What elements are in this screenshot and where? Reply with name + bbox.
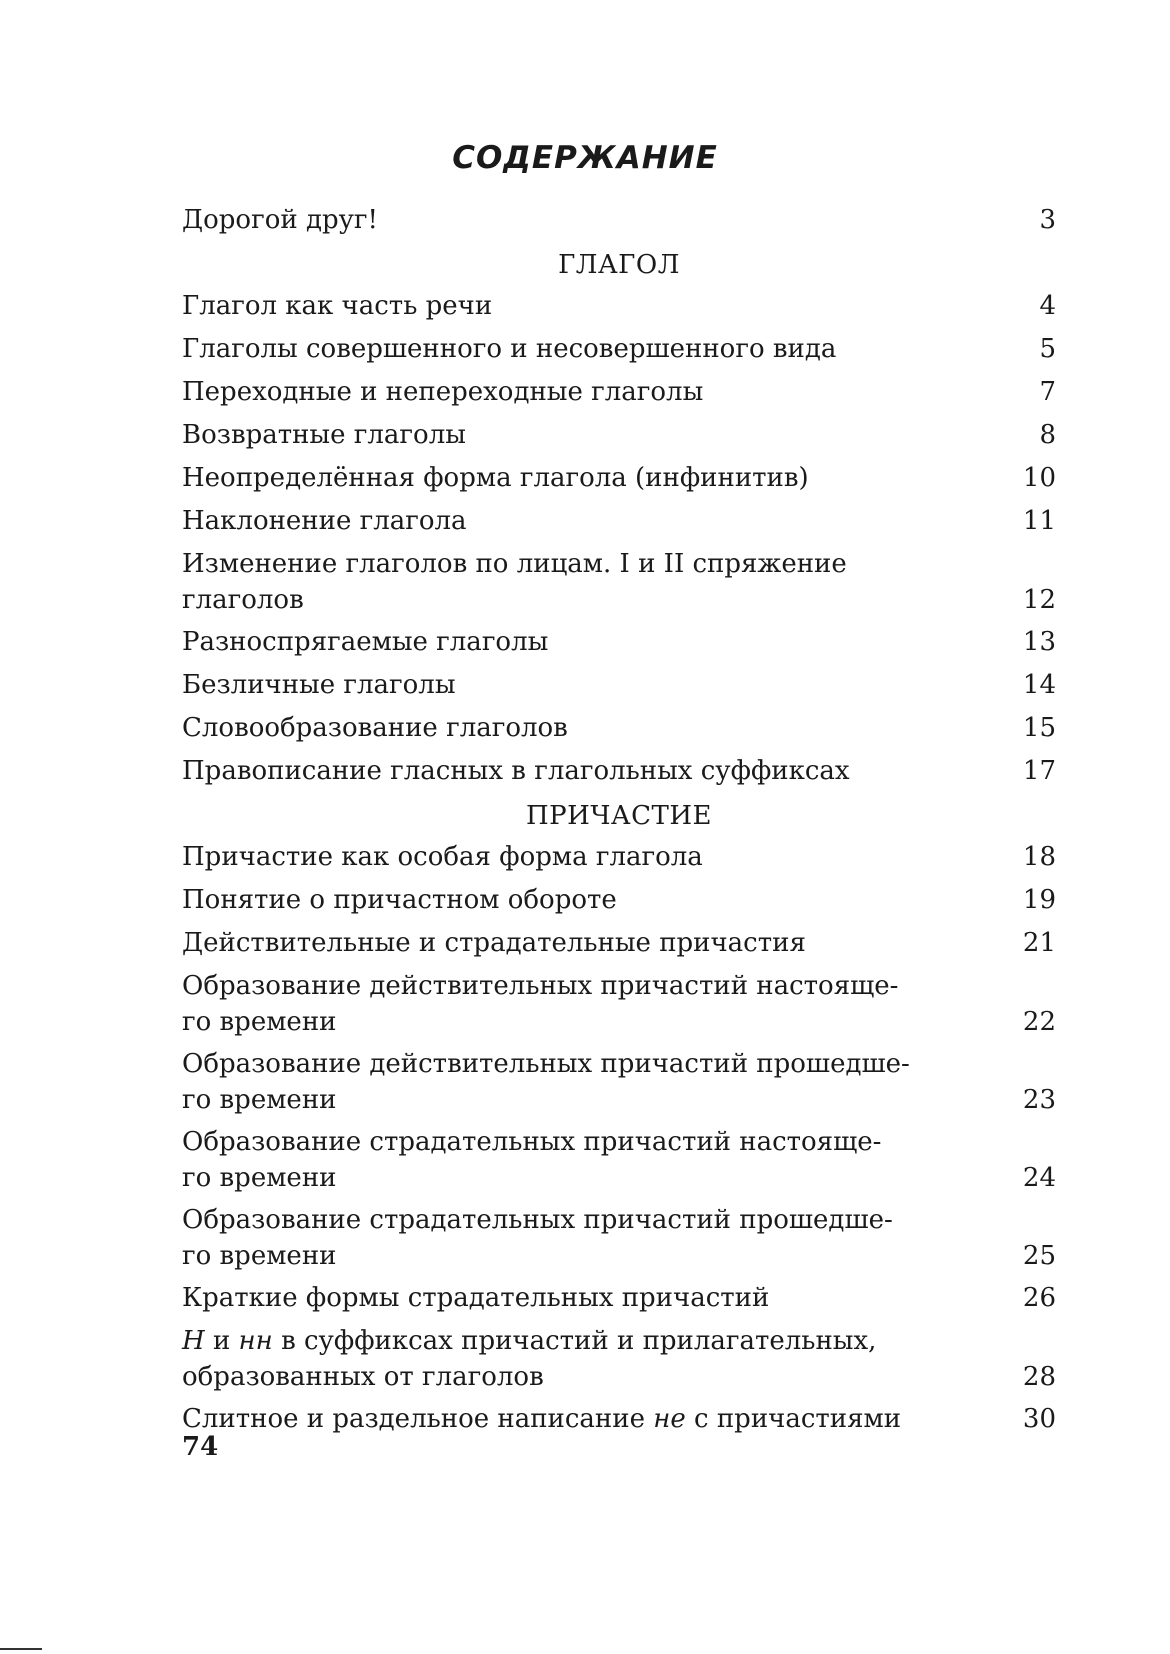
toc-entry[interactable] <box>182 460 1056 503</box>
italic-term: не <box>653 1404 686 1434</box>
toc-entry[interactable] <box>182 374 1056 417</box>
toc-entry[interactable] <box>182 1323 1056 1401</box>
toc-entry-text: Словообразование глаголов <box>182 713 568 743</box>
toc-entry-text-cont: образованных от глаголов <box>182 1362 544 1392</box>
toc-entry-text <box>182 1323 876 1359</box>
toc-entry[interactable] <box>182 624 1056 667</box>
toc-page-number: 24 <box>1022 1163 1056 1193</box>
toc-entry-text-cont: го времени <box>182 1163 337 1193</box>
toc-entry-text: Образование действительных причастий прошедше- <box>182 1049 910 1079</box>
toc-entry-text: Разноспрягаемые глаголы <box>182 627 549 657</box>
toc-entry-text: Наклонение глагола <box>182 506 467 536</box>
toc-page-number: 12 <box>1022 585 1056 615</box>
toc-page-number: 19 <box>1022 885 1056 915</box>
toc-page-number: 8 <box>1039 420 1056 450</box>
corner-crop-mark <box>0 1648 42 1650</box>
toc-page-number: 4 <box>1039 291 1056 321</box>
toc-page-number: 7 <box>1039 377 1056 407</box>
toc-page-number: 13 <box>1022 627 1056 657</box>
toc-entry-text-cont: го времени <box>182 1085 337 1115</box>
text-fragment: и <box>204 1326 239 1356</box>
toc-entry-text: Переходные и непереходные глаголы <box>182 377 704 407</box>
toc-page-number: 25 <box>1022 1241 1056 1271</box>
toc-entry-text-cont: го времени <box>182 1007 337 1037</box>
page-title: СОДЕРЖАНИЕ <box>452 140 718 176</box>
toc-entry-text: Действительные и страдательные причастия <box>182 928 806 958</box>
italic-term: Н <box>182 1326 205 1356</box>
toc-page-number: 26 <box>1022 1283 1056 1313</box>
toc-entry[interactable] <box>182 503 1056 546</box>
toc-entry[interactable] <box>182 331 1056 374</box>
toc-entry-text: Образование страдательных причастий настояще- <box>182 1127 882 1157</box>
toc-entry-text <box>182 1401 907 1437</box>
page-number: 74 <box>182 1432 219 1462</box>
toc-entry-text: Краткие формы страдательных причастий <box>182 1283 770 1313</box>
section-heading-verb: ГЛАГОЛ <box>558 250 680 280</box>
toc-page-number: 15 <box>1022 713 1056 743</box>
toc-entry-text: Образование действительных причастий настояще- <box>182 971 899 1001</box>
toc-entry-text: Неопределённая форма глагола (инфинитив) <box>182 463 809 493</box>
toc-page-number: 3 <box>1039 205 1056 235</box>
toc-entry[interactable] <box>182 1124 1056 1202</box>
toc-entry[interactable] <box>182 882 1056 925</box>
toc-entry[interactable] <box>182 1280 1056 1323</box>
toc-entry[interactable] <box>182 1401 1056 1444</box>
toc-entry-text: Правописание гласных в глагольных суффиксах <box>182 756 850 786</box>
toc-entry[interactable] <box>182 710 1056 753</box>
toc-page-number: 23 <box>1022 1085 1056 1115</box>
table-of-contents <box>182 202 1056 1444</box>
text-fragment: Слитное и раздельное написание <box>182 1404 654 1434</box>
italic-term: нн <box>238 1326 273 1356</box>
toc-page-number: 21 <box>1022 928 1056 958</box>
toc-page-number: 22 <box>1022 1007 1056 1037</box>
toc-entry[interactable] <box>182 839 1056 882</box>
toc-entry-text-cont: глаголов <box>182 585 304 615</box>
toc-entry-text: Глагол как часть речи <box>182 291 493 321</box>
toc-page-number: 10 <box>1022 463 1056 493</box>
toc-entry-text: Безличные глаголы <box>182 670 456 700</box>
toc-page-number: 17 <box>1022 756 1056 786</box>
toc-entry-text-cont: го времени <box>182 1241 337 1271</box>
toc-entry-text: Причастие как особая форма глагола <box>182 842 703 872</box>
toc-page-number: 14 <box>1022 670 1056 700</box>
text-fragment: в суффиксах причастий и прилагательных, <box>272 1326 877 1356</box>
toc-entry[interactable] <box>182 968 1056 1046</box>
text-fragment: с причастиями <box>685 1404 902 1434</box>
toc-entry-text: Образование страдательных причастий прошедше- <box>182 1205 893 1235</box>
toc-entry-text: Дорогой друг! <box>182 205 378 235</box>
toc-entry-text: Возвратные глаголы <box>182 420 466 450</box>
toc-entry[interactable] <box>182 753 1056 796</box>
toc-entry[interactable] <box>182 1046 1056 1124</box>
toc-page-number: 28 <box>1022 1362 1056 1392</box>
toc-page-number: 5 <box>1039 334 1056 364</box>
toc-entry[interactable] <box>182 667 1056 710</box>
toc-page-number: 18 <box>1022 842 1056 872</box>
toc-entry[interactable] <box>182 288 1056 331</box>
section-heading-participle: ПРИЧАСТИЕ <box>525 801 713 831</box>
toc-entry[interactable] <box>182 925 1056 968</box>
toc-entry-text: Изменение глаголов по лицам. I и II спряжение <box>182 549 847 579</box>
toc-entry[interactable] <box>182 1202 1056 1280</box>
toc-entry-intro[interactable] <box>182 202 1056 245</box>
toc-entry[interactable] <box>182 546 1056 624</box>
toc-page-number: 11 <box>1022 506 1056 536</box>
toc-page-number: 30 <box>1022 1404 1056 1434</box>
toc-entry-text: Глаголы совершенного и несовершенного вида <box>182 334 837 364</box>
toc-entry[interactable] <box>182 417 1056 460</box>
toc-entry-text: Понятие о причастном обороте <box>182 885 617 915</box>
